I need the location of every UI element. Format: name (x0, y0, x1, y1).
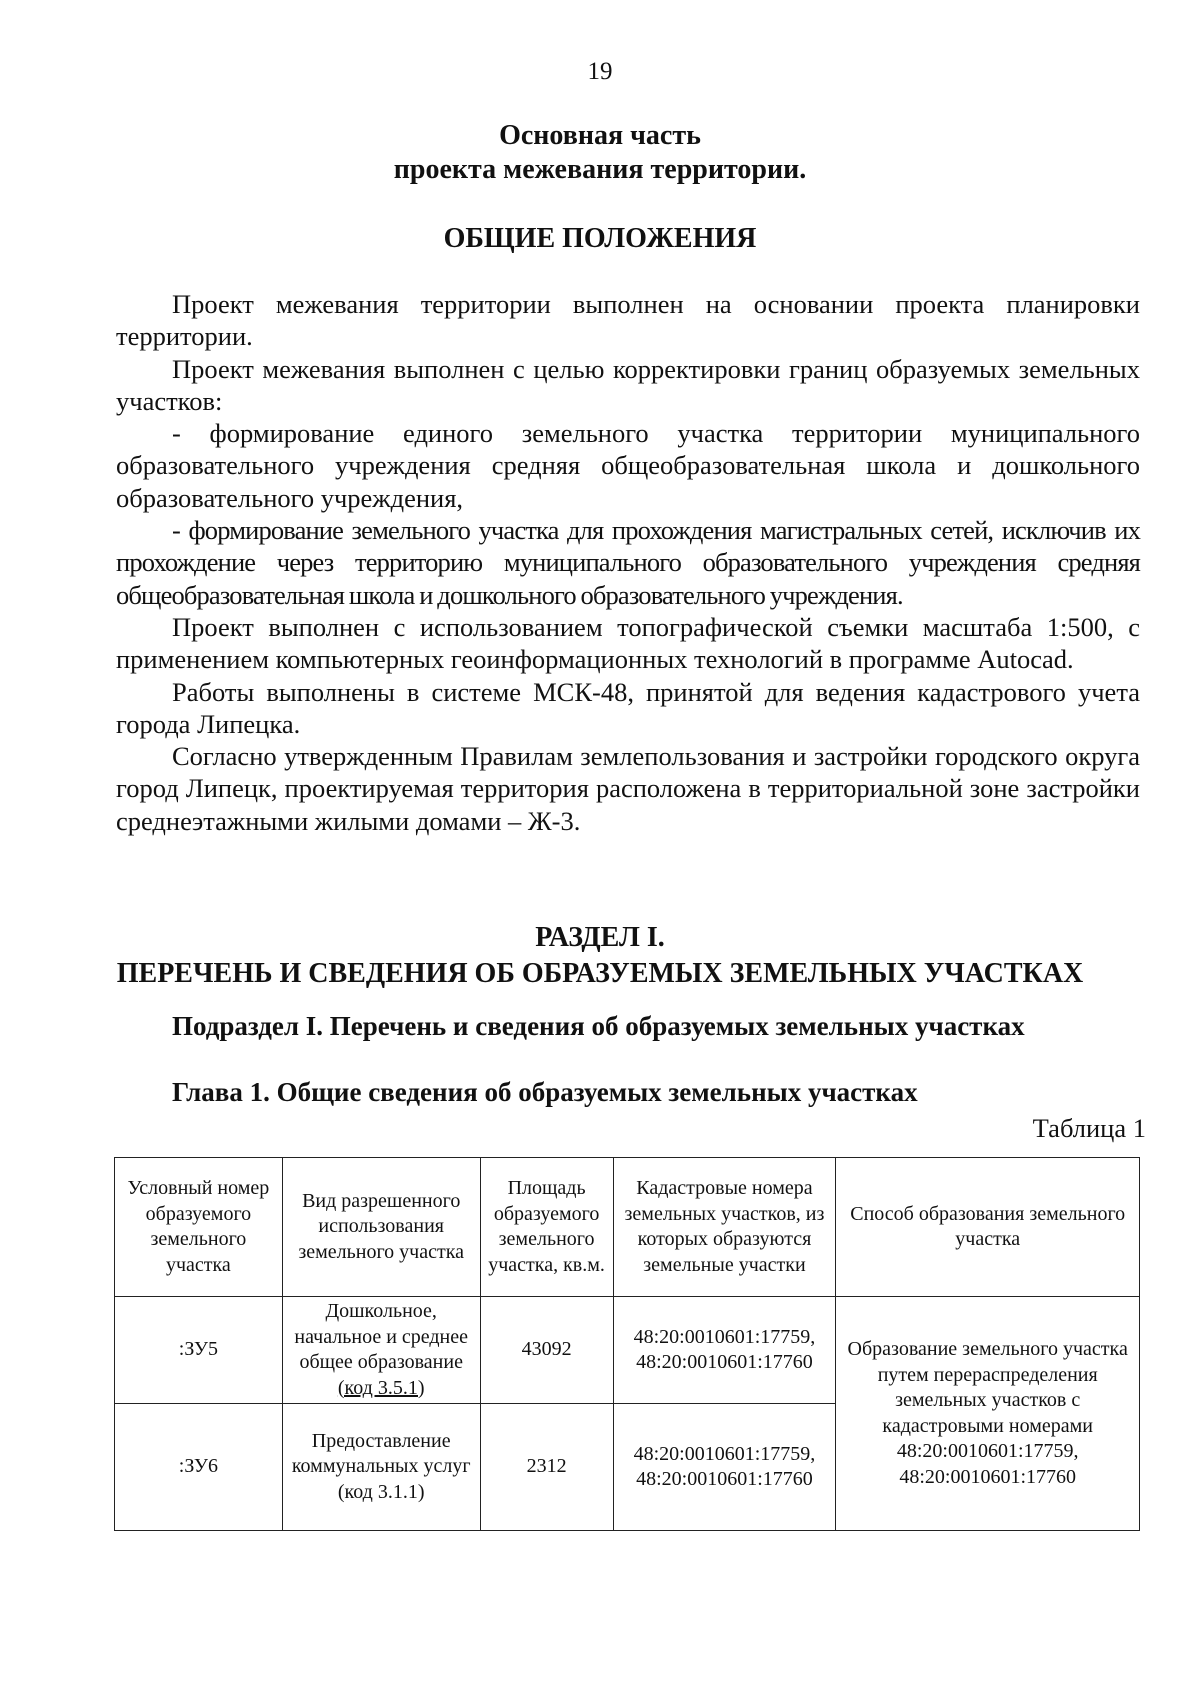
header-plot-id: Условный номер образуемого земельного участка (115, 1158, 283, 1297)
body-text (116, 288, 1140, 837)
subsection-heading: Подраздел I. Перечень и сведения об образуемых земельных участках (172, 1011, 1025, 1041)
cell-plot-id: :ЗУ6 (115, 1404, 283, 1531)
paragraph-zoning: Согласно утвержденным Правилам землепользования и застройки городского округа город Липецк, проектируемая территория расположена в территориальной зоне застройки среднеэтажными жилыми домами – Ж-3. (116, 741, 1140, 836)
paragraph-item-school: - формирование единого земельного участка территории муниципального образовательного учреждения средняя общеобразовательная школа и дошкольного образовательного учреждения, (116, 418, 1140, 513)
header-permitted-use: Вид разрешенного использования земельного участка (282, 1158, 480, 1297)
general-provisions-heading: ОБЩИЕ ПОЛОЖЕНИЯ (443, 223, 757, 254)
cell-area: 43092 (480, 1297, 613, 1404)
header-area: Площадь образуемого земельного участка, кв.м. (480, 1158, 613, 1297)
header-cadastral-numbers: Кадастровые номера земельных участков, из которых образуются земельные участки (613, 1158, 836, 1297)
page-number: 19 (587, 58, 613, 85)
chapter-heading: Глава 1. Общие сведения об образуемых земельных участках (172, 1077, 918, 1107)
main-title-line1: Основная часть (499, 120, 701, 151)
paragraph-coordinate-system: Работы выполнены в системе МСК-48, принятой для ведения кадастрового учета города Липецка. (116, 676, 1140, 739)
cell-use-text: Дошкольное, начальное и среднее общее образование (294, 1300, 469, 1373)
land-plots-table (114, 1157, 1140, 1531)
cell-use-code: (код 3.1.1) (337, 1480, 425, 1503)
table-header-row (115, 1158, 1140, 1297)
section-heading (0, 920, 1200, 992)
paragraph-item-networks: - формирование земельного участка для прохождения магистральных сетей, исключив их прохождение через территорию муниципального образовательного учреждения средняя общеобразовательная школа и дошкольного образовательного учреждения. (116, 515, 1140, 610)
cell-formation-method: Образование земельного участка путем перераспределения земельных участков с кадастровыми номерами 48:20:0010601:17759, 48:20:0010601:17760 (836, 1297, 1140, 1531)
table-label: Таблица 1 (1032, 1113, 1146, 1143)
cell-permitted-use (282, 1404, 480, 1531)
table-row (115, 1297, 1140, 1404)
cell-use-code: (код 3.5.1) (337, 1376, 425, 1399)
paragraph-basis: Проект межевания территории выполнен на основании проекта планировки территории. (116, 289, 1140, 352)
section-number: РАЗДЕЛ I. (535, 922, 665, 953)
cell-cadastral-numbers: 48:20:0010601:17759, 48:20:0010601:17760 (613, 1404, 836, 1531)
cell-area: 2312 (480, 1404, 613, 1531)
cell-cadastral-numbers: 48:20:0010601:17759, 48:20:0010601:17760 (613, 1297, 836, 1404)
main-title-line2: проекта межевания территории. (393, 154, 807, 185)
main-title (0, 119, 1200, 187)
paragraph-purpose: Проект межевания выполнен с целью корректировки границ образуемых земельных участков: (116, 353, 1140, 416)
section-title: ПЕРЕЧЕНЬ И СВЕДЕНИЯ ОБ ОБРАЗУЕМЫХ ЗЕМЕЛЬНЫХ УЧАСТКАХ (116, 958, 1084, 989)
header-formation-method: Способ образования земельного участка (836, 1158, 1140, 1297)
cell-plot-id: :ЗУ5 (115, 1297, 283, 1404)
cell-use-text: Предоставление коммунальных услуг (291, 1429, 471, 1478)
paragraph-survey: Проект выполнен с использованием топографической съемки масштаба 1:500, с применением компьютерных геоинформационных технологий в программе Autocad. (116, 611, 1140, 675)
cell-permitted-use (282, 1297, 480, 1404)
